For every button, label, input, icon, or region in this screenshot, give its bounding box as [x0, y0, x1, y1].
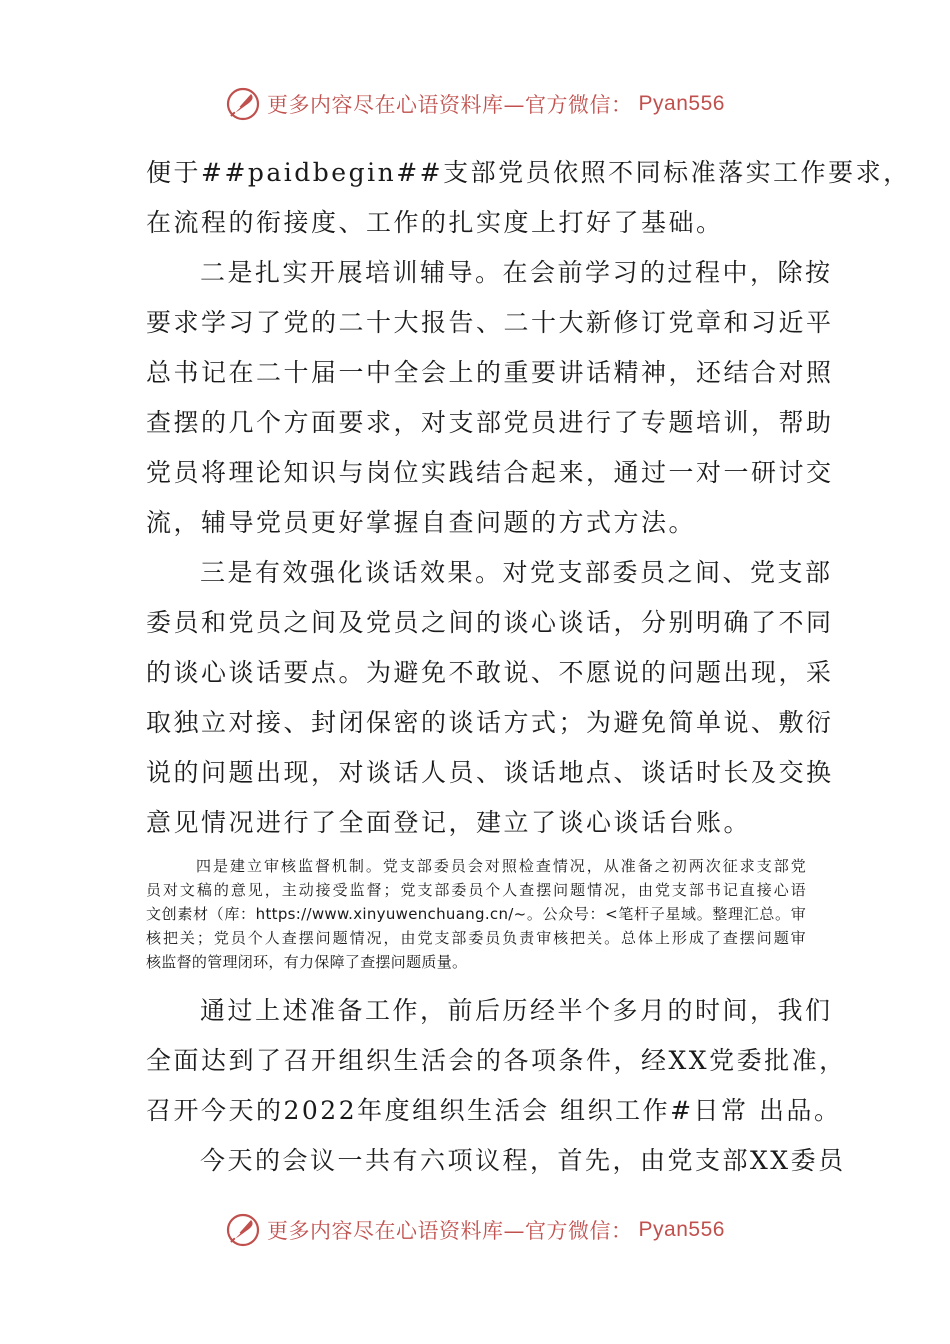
paragraph-line: 今天的会议一共有六项议程，首先，由党支部XX委员	[200, 1146, 846, 1175]
paragraph-line: 通过上述准备工作，前后历经半个多月的时间，我们	[200, 996, 833, 1025]
paragraph-line: 流，辅导党员更好掌握自查问题的方式方法。	[146, 508, 697, 537]
paragraph-line: 二是扎实开展培训辅导。在会前学习的过程中，除按	[200, 258, 833, 287]
website-url: https://www.xinyuwenchuang.cn/~	[255, 905, 527, 923]
paragraph-line: 党员将理论知识与岗位实践结合起来，通过一对一研讨交	[146, 458, 834, 487]
paragraph-line: 的谈心谈话要点。为避免不敢说、不愿说的问题出现，采	[146, 658, 834, 687]
paragraph-line: 三是有效强化谈话效果。对党支部委员之间、党支部	[200, 558, 833, 587]
header-banner-text: 更多内容尽在心语资料库—官方微信：	[267, 93, 633, 117]
small-paragraph-line: 员对文稿的意见，主动接受监督；党支部委员个人查摆问题情况，由党支部书记直接心语	[146, 881, 806, 899]
small-paragraph-line: 四是建立审核监督机制。党支部委员会对照检查情况，从准备之初两次征求支部党	[196, 857, 806, 875]
paragraph-5	[146, 986, 847, 1136]
footer-banner-wechat-id: Pyan556	[638, 1218, 725, 1241]
small-paragraph-line: 核监督的管理闭环，有力保障了查摆问题质量。	[146, 953, 468, 971]
paragraph-line: 召开今天的2022年度组织生活会 组织工作#日常 出品。	[146, 1096, 842, 1125]
paragraph-6	[146, 1136, 846, 1186]
paragraph-line: 要求学习了党的二十大报告、二十大新修订党章和习近平	[146, 308, 834, 337]
small-paragraph-line: 核把关；党员个人查摆问题情况，由党支部委员负责审核把关。总体上形成了查摆问题审	[146, 929, 806, 947]
footer-banner-text: 更多内容尽在心语资料库—官方微信：	[267, 1219, 633, 1243]
paragraph-4-small-print	[146, 854, 806, 974]
header-banner-wechat-id: Pyan556	[638, 92, 725, 115]
paragraph-line: 说的问题出现，对谈话人员、谈话地点、谈话时长及交换	[146, 758, 834, 787]
quill-logo-icon	[225, 86, 261, 122]
paragraph-line: 总书记在二十届一中全会上的重要讲话精神，还结合对照	[146, 358, 834, 387]
small-line-suffix: 。公众号：<笔杆子星域。整理汇总。审	[526, 905, 806, 923]
paragraph-line: 查摆的几个方面要求，对支部党员进行了专题培训，帮助	[146, 408, 834, 437]
quill-logo-icon	[225, 1212, 261, 1248]
paragraph-3	[146, 548, 834, 848]
paragraph-2	[146, 248, 834, 548]
header-banner	[0, 84, 950, 124]
small-paragraph-line-with-url	[146, 902, 806, 926]
footer-banner	[0, 1210, 950, 1250]
document-body	[146, 148, 911, 1186]
paragraph-line: 便于##paidbegin##支部党员依照不同标准落实工作要求，	[146, 158, 911, 187]
paragraph-1	[146, 148, 911, 248]
paragraph-line: 委员和党员之间及党员之间的谈心谈话，分别明确了不同	[146, 608, 834, 637]
paragraph-line: 意见情况进行了全面登记，建立了谈心谈话台账。	[146, 808, 752, 837]
small-line-prefix: 文创素材（库：	[146, 905, 256, 923]
paragraph-line: 全面达到了召开组织生活会的各项条件，经XX党委批准，	[146, 1046, 847, 1075]
paragraph-line: 取独立对接、封闭保密的谈话方式；为避免简单说、敷衍	[146, 708, 834, 737]
paragraph-line: 在流程的衔接度、工作的扎实度上打好了基础。	[146, 208, 724, 237]
